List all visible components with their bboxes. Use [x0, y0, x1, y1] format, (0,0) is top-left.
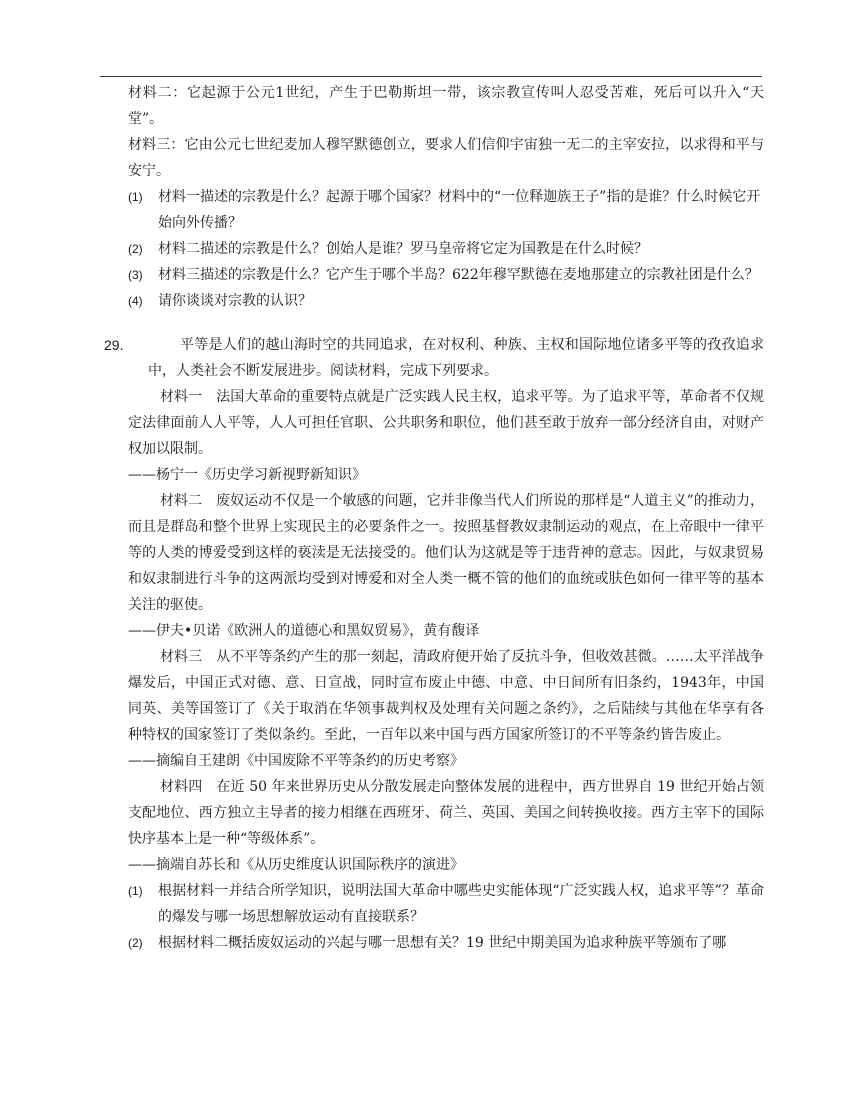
q28-sub-4 — [112, 288, 764, 314]
q28-sub-3-text: 材料三描述的宗教是什么？它产生于哪个半岛？622年穆罕默德在麦地那建立的宗教社团是什么？ — [158, 267, 759, 283]
page-content — [104, 80, 764, 956]
q29-material-3-source: ——摘编自王建朗《中国废除不平等条约的历史考察》 — [128, 753, 464, 769]
q28-sub-3-number: (3) — [128, 268, 143, 282]
q28-sub-1 — [112, 184, 764, 236]
q29-material-3: 材料三 从不平等条约产生的那一刻起，清政府便开始了反抗斗争，但收效甚微。……太平洋战争爆发后，中国正式对德、意、日宣战，同时宣布废止中德、中意、中日间所有旧条约，1943年，中国同英、美等国签订了《关于取消在华领事裁判权及处理有关问题之条约》，之后陆续与其他在华享有各种特权的国家签订了类似条约。至此，一百年以来中国与西方国家所签订的不平等条约皆告废止。 — [128, 649, 764, 743]
q29-sub-2 — [112, 930, 764, 956]
q28-sub-3 — [112, 262, 764, 288]
q29-sub-1 — [112, 878, 764, 930]
q28-sub-4-text: 请你谈谈对宗教的认识？ — [158, 293, 312, 309]
q29-sub-1-number: (1) — [128, 884, 143, 898]
q28-sub-2 — [112, 236, 764, 262]
q29-material-1-source: ——杨宁一《历史学习新视野新知识》 — [128, 467, 366, 483]
header-rule — [100, 76, 762, 77]
material-2-text: 材料二：它起源于公元1世纪，产生于巴勒斯坦一带，该宗教宣传叫人忍受苦难，死后可以升入“天堂”。 — [128, 85, 764, 127]
q29-material-4-source: ——摘端自苏长和《从历史维度认识国际秩序的演进》 — [128, 857, 464, 873]
q28-sub-2-text: 材料二描述的宗教是什么？创始人是谁？罗马皇帝将它定为国教是在什么时候？ — [158, 241, 648, 257]
q28-sub-1-text: 材料一描述的宗教是什么？起源于哪个国家？材料中的“一位释迦族王子”指的是谁？什么时候它开始向外传播？ — [158, 189, 761, 231]
q29-sub-1-text: 根据材料一并结合所学知识，说明法国大革命中哪些史实能体现“广泛实践人权，追求平等”？革命的爆发与哪一场思想解放运动有直接联系？ — [158, 883, 764, 925]
q29-sub-2-number: (2) — [128, 936, 143, 950]
material-3-text: 材料三：它由公元七世纪麦加人穆罕默德创立，要求人们信仰宇宙独一无二的主宰安拉，以求得和平与安宁。 — [128, 137, 764, 179]
q29-material-1: 材料一 法国大革命的重要特点就是广泛实践人民主权，追求平等。为了追求平等，革命者不仅规定法律面前人人平等，人人可担任官职、公共职务和职位，他们甚至敢于放弃一部分经济自由，对财产权加以限制。 — [128, 389, 764, 457]
q29-intro — [104, 332, 764, 384]
q29-material-2: 材料二 废奴运动不仅是一个敏感的问题，它并非像当代人们所说的那样是“人道主义”的推动力，而且是群岛和整个世界上实现民主的必要条件之一。按照基督教奴隶制运动的观点，在上帝眼中一律平等的人类的博爱受到这样的亵渎是无法接受的。他们认为这就是等于违背神的意志。因此，与奴隶贸易和奴隶制进行斗争的这两派均受到对博爱和对全人类一概不管的他们的血统或肤色如何一律平等的基本关注的驱使。 — [128, 493, 764, 613]
q28-sub-1-number: (1) — [128, 190, 143, 204]
q29-sub-2-text: 根据材料二概括废奴运动的兴起与哪一思想有关？19 世纪中期美国为追求种族平等颁布了哪 — [158, 935, 727, 951]
q28-sub-2-number: (2) — [128, 242, 143, 256]
q29-material-4: 材料四 在近 50 年来世界历史从分散发展走向整体发展的进程中，西方世界自 19 世纪开始占领支配地位、西方独立主导者的接力相继在西班牙、荷兰、英国、美国之间转换收接。西方主宰下的国际快序基本上是一种“等级体系”。 — [128, 779, 764, 847]
spacer — [112, 314, 764, 332]
q29-material-2-source: ——伊夫•贝诺《欧洲人的道德心和黑奴贸易》，黄有馥译 — [128, 623, 480, 639]
q29-intro-text: 平等是人们的越山海时空的共同追求，在对权利、种族、主权和国际地位诸多平等的孜孜追求中，人类社会不断发展进步。阅读材料，完成下列要求。 — [148, 337, 764, 379]
q28-sub-4-number: (4) — [128, 294, 143, 308]
q29-number: 29. — [104, 337, 124, 353]
